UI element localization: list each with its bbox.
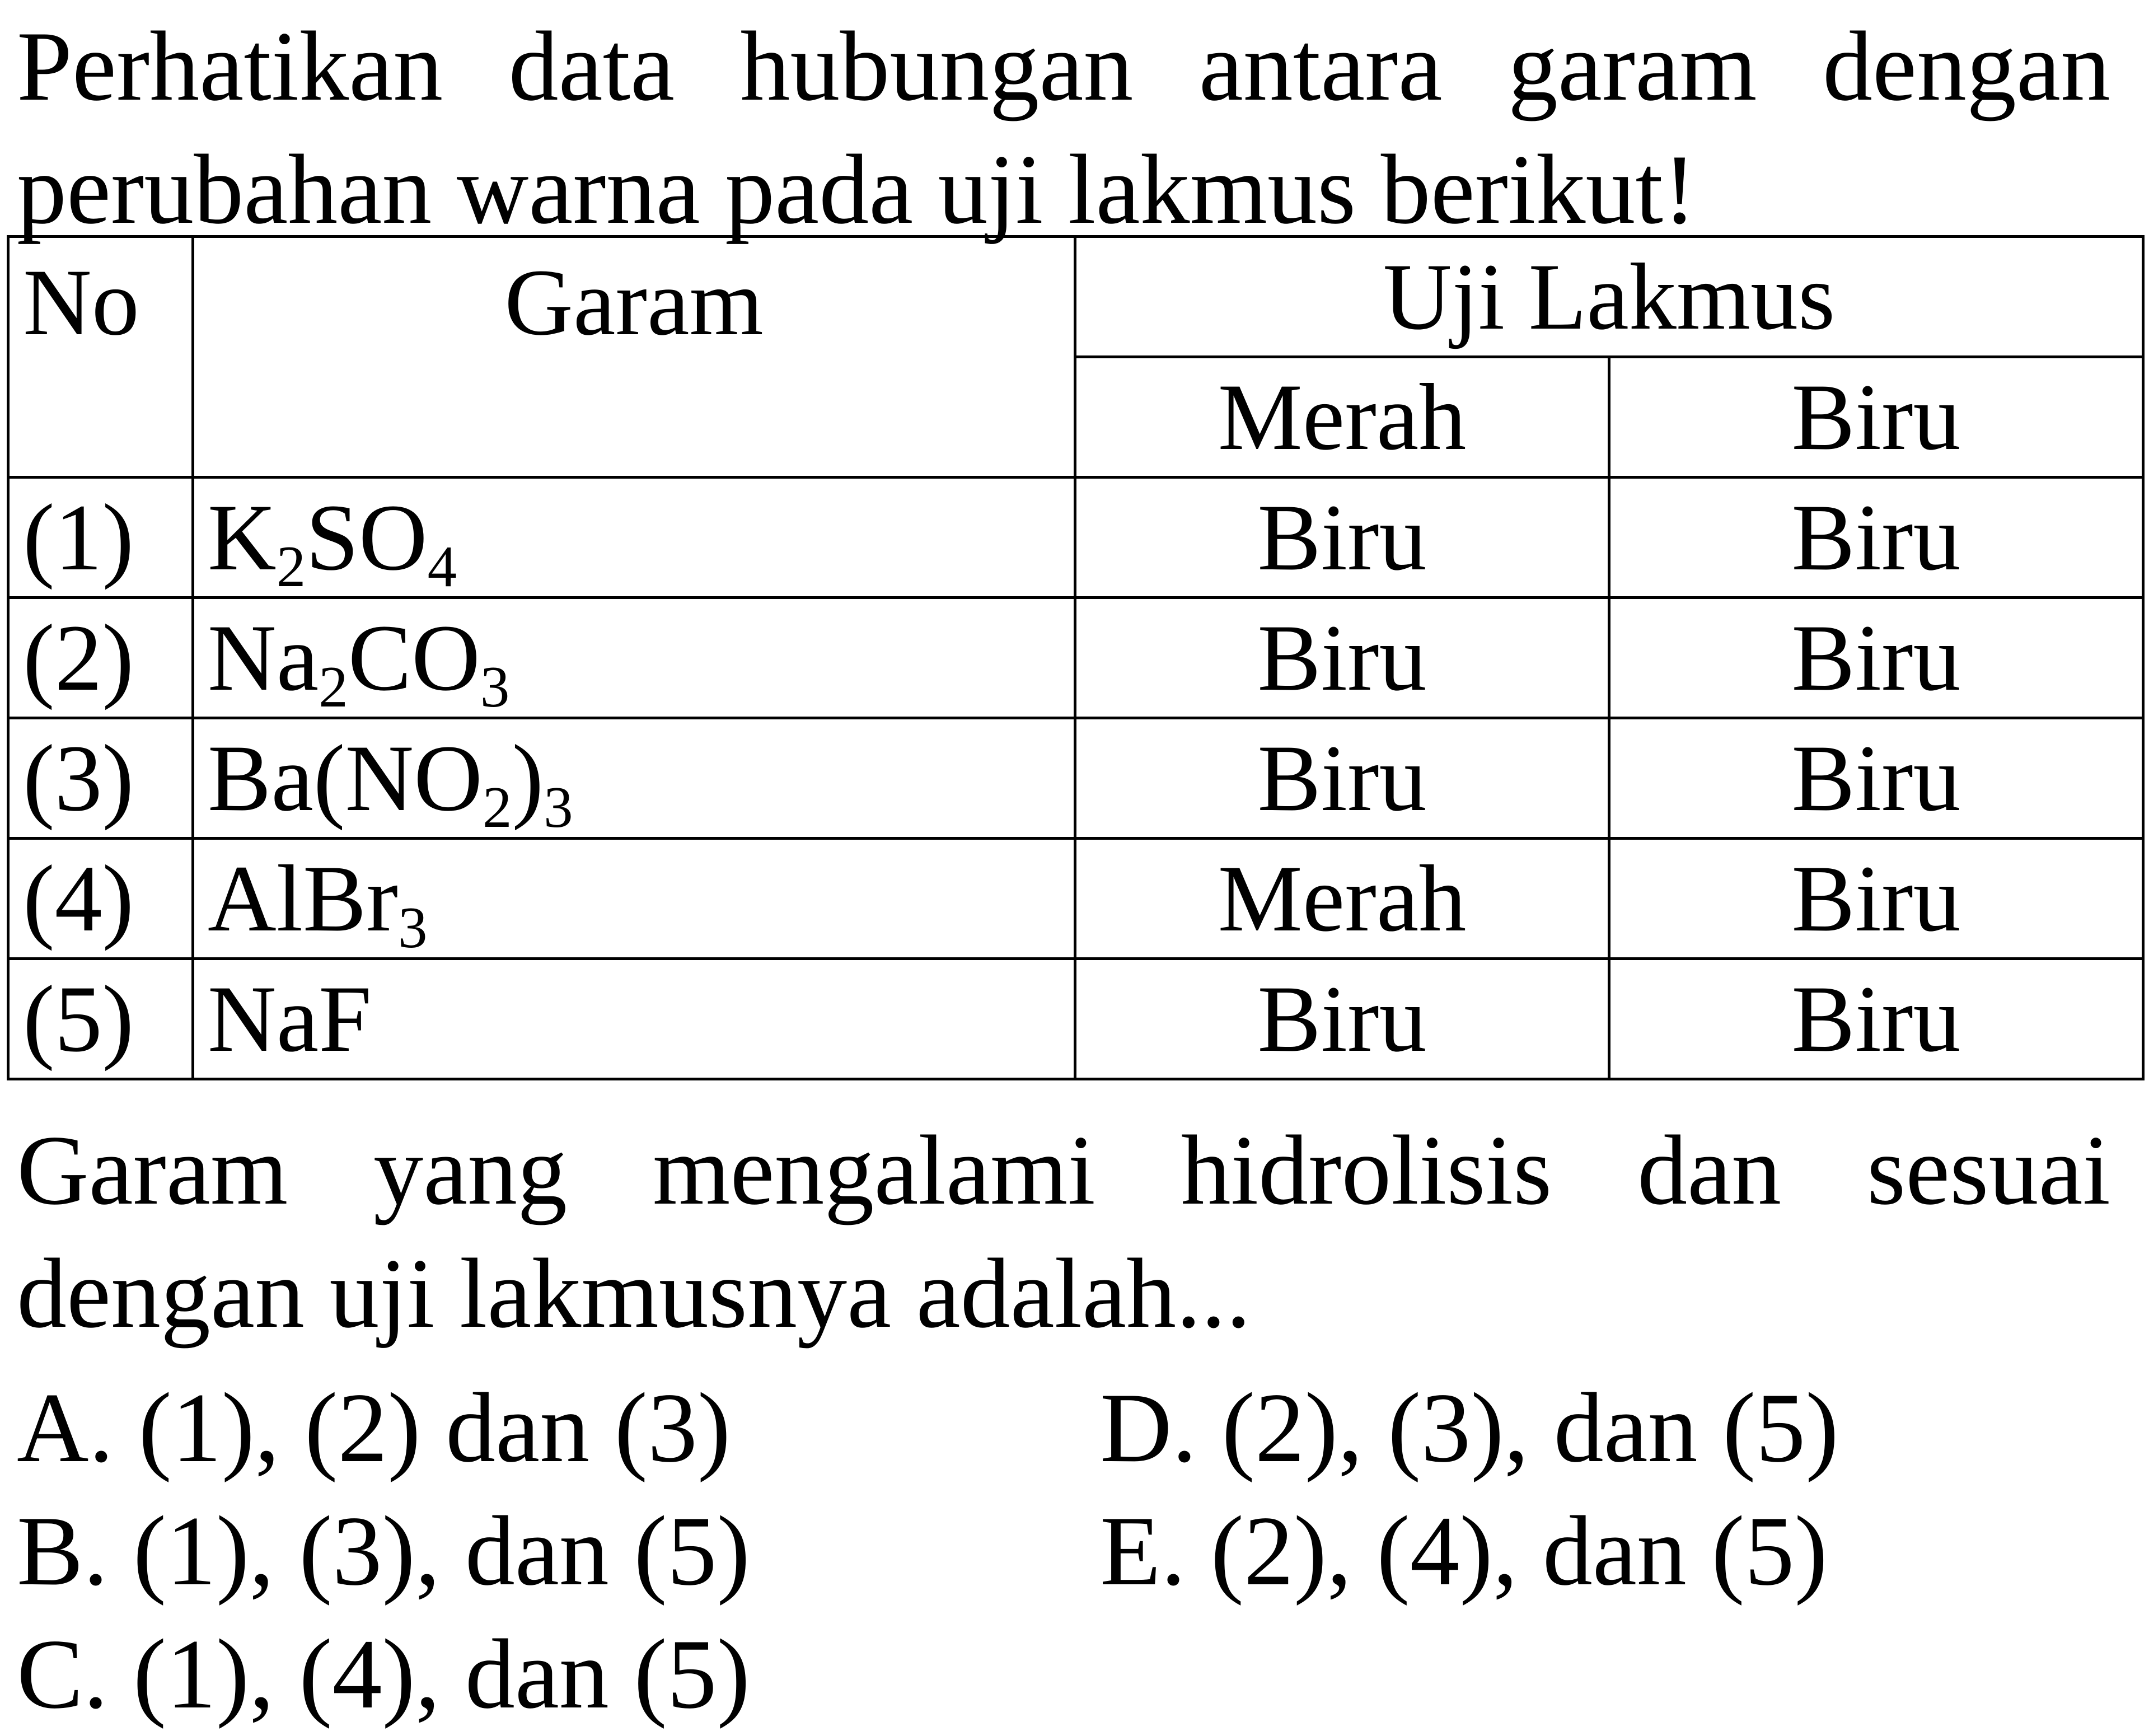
options-row-2	[17, 1489, 2122, 1612]
salt-litmus-table	[7, 235, 2145, 1080]
answer-options	[17, 1366, 2122, 1735]
cell-biru: Biru	[1609, 959, 2143, 1079]
options-row-3	[17, 1612, 2122, 1735]
cell-no: (1)	[8, 478, 193, 598]
option-c[interactable]: C. (1), (4), dan (5)	[17, 1618, 750, 1729]
formula-text: CO	[348, 605, 480, 710]
cell-formula	[193, 718, 1075, 839]
formula-subscript: 2	[276, 534, 306, 598]
cell-merah: Biru	[1075, 478, 1609, 598]
question-text: Garam yang mengalami hidrolisis dan sesuai dengan uji lakmusnya adalah...	[17, 1115, 2110, 1349]
cell-biru: Biru	[1609, 718, 2143, 839]
table-row	[8, 598, 2143, 718]
cell-no: (2)	[8, 598, 193, 718]
header-garam: Garam	[193, 237, 1075, 478]
cell-formula	[193, 478, 1075, 598]
options-row-1	[17, 1366, 2122, 1489]
cell-no: (3)	[8, 718, 193, 839]
table-row	[8, 478, 2143, 598]
cell-formula	[193, 959, 1075, 1079]
table-body	[8, 478, 2143, 1079]
cell-no: (4)	[8, 839, 193, 959]
formula-text: )	[512, 726, 544, 831]
formula-text: NaF	[208, 966, 372, 1071]
cell-merah: Biru	[1075, 598, 1609, 718]
cell-merah: Biru	[1075, 718, 1609, 839]
formula-subscript: 3	[398, 895, 428, 959]
formula-text: Na	[208, 605, 319, 710]
formula-subscript: 3	[544, 774, 573, 839]
cell-formula	[193, 839, 1075, 959]
formula-text: Ba(NO	[208, 726, 483, 831]
option-e[interactable]: E. (2), (4), dan (5)	[1100, 1495, 1828, 1606]
table-row	[8, 959, 2143, 1079]
formula-text: SO	[306, 485, 428, 590]
option-a[interactable]: A. (1), (2) dan (3)	[17, 1372, 731, 1483]
header-uji-lakmus: Uji Lakmus	[1075, 237, 2143, 357]
formula-subscript: 3	[480, 654, 510, 718]
cell-merah: Biru	[1075, 959, 1609, 1079]
header-no: No	[8, 237, 193, 478]
option-b[interactable]: B. (1), (3), dan (5)	[17, 1495, 750, 1606]
formula-subscript: 4	[427, 534, 457, 598]
formula-subscript: 2	[483, 774, 512, 839]
formula-text: K	[208, 485, 277, 590]
cell-biru: Biru	[1609, 478, 2143, 598]
table-row	[8, 839, 2143, 959]
formula-subscript: 2	[319, 654, 348, 718]
cell-biru: Biru	[1609, 598, 2143, 718]
header-biru: Biru	[1609, 357, 2143, 478]
header-merah: Merah	[1075, 357, 1609, 478]
table-header-row	[8, 237, 2143, 357]
cell-biru: Biru	[1609, 839, 2143, 959]
cell-merah: Merah	[1075, 839, 1609, 959]
formula-text: AlBr	[208, 846, 398, 951]
cell-no: (5)	[8, 959, 193, 1079]
cell-formula	[193, 598, 1075, 718]
table-row	[8, 718, 2143, 839]
intro-text: Perhatikan data hubungan antara garam dengan perubahan warna pada uji lakmus berikut!	[17, 11, 2110, 245]
option-d[interactable]: D. (2), (3), dan (5)	[1100, 1372, 1839, 1483]
